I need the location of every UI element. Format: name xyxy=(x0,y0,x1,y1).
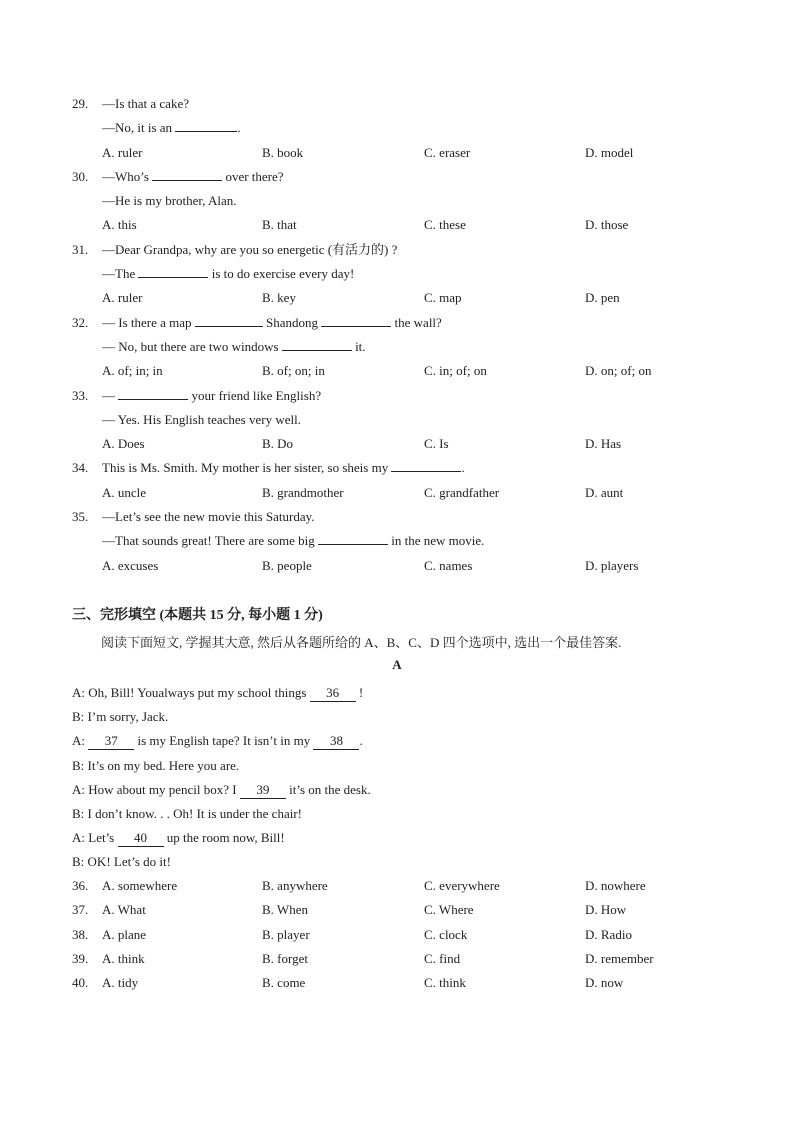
cloze-options xyxy=(72,874,732,995)
speaker-label: B: xyxy=(72,805,85,821)
option-c: C. these xyxy=(424,217,466,233)
options-row xyxy=(72,481,732,505)
numbered-blank: 36 xyxy=(310,685,356,702)
option-b: B. key xyxy=(262,290,296,306)
option-a: A. this xyxy=(102,217,137,233)
option-d: D. pen xyxy=(585,290,620,306)
options-row xyxy=(72,213,732,237)
answer-blank xyxy=(138,263,208,278)
cloze-option-row xyxy=(72,947,732,971)
question-stem-end: . xyxy=(237,120,241,136)
question-stem-end: your friend like English? xyxy=(188,387,322,403)
option-c: C. Is xyxy=(424,436,449,452)
option-c: C. in; of; on xyxy=(424,363,487,379)
option-b: B. that xyxy=(262,217,297,233)
question-stem-end: is to do exercise every day! xyxy=(208,266,355,282)
passage-label: A xyxy=(392,657,402,672)
option-c: C. everywhere xyxy=(424,878,500,893)
question-number: 39. xyxy=(72,950,89,966)
options-row xyxy=(72,554,732,578)
dialogue-text: ! xyxy=(355,685,364,700)
question-stem: — No, but there are two windows xyxy=(102,338,279,354)
option-d: D. players xyxy=(585,557,639,573)
dialogue-text: up the room now, Bill! xyxy=(163,830,285,846)
question-line xyxy=(72,262,732,286)
question-number: 29. xyxy=(72,96,89,111)
dialogue-text: . xyxy=(359,733,363,749)
question-stem: —Let’s see the new movie this Saturday. xyxy=(102,509,315,525)
question-number: 33. xyxy=(72,387,89,403)
options-row xyxy=(72,141,732,165)
question-line xyxy=(72,92,732,116)
section-instruction: 阅读下面短文, 学握其大意, 然后从各题所给的 A、B、C、D 四个选项中, 选出一个最佳答案. xyxy=(101,635,622,650)
question-text xyxy=(102,529,484,553)
cloze-option-row xyxy=(72,971,732,995)
question-number: 32. xyxy=(72,314,89,330)
dialogue-line xyxy=(72,826,732,850)
question-number: 35. xyxy=(72,509,89,525)
dialogue-text: Let’s xyxy=(88,830,118,846)
dialogue-line xyxy=(72,754,732,778)
question-stem-end: the wall? xyxy=(391,314,442,330)
question-line xyxy=(72,408,732,432)
question-text xyxy=(102,238,397,262)
option-c: C. map xyxy=(424,290,462,306)
question-text xyxy=(102,189,237,213)
question-number: 34. xyxy=(72,460,89,476)
numbered-blank: 40 xyxy=(118,830,164,847)
question-stem-end: over there? xyxy=(222,168,284,184)
option-a: A. tidy xyxy=(102,975,139,991)
question-line xyxy=(72,505,732,529)
option-a: A. excuses xyxy=(102,557,159,573)
option-d: D. model xyxy=(585,144,634,160)
option-c: C. grandfather xyxy=(424,484,500,500)
option-b: B. grandmother xyxy=(262,484,344,500)
question-text xyxy=(102,165,284,189)
options-row xyxy=(72,359,732,383)
question-stem: — Yes. His English teaches very well. xyxy=(102,411,301,427)
answer-blank xyxy=(318,530,388,545)
question-line xyxy=(72,238,732,262)
options-row xyxy=(72,432,732,456)
question-stem: — xyxy=(102,387,115,403)
question-line xyxy=(72,311,732,335)
option-b: B. Do xyxy=(262,436,294,452)
option-b: B. people xyxy=(262,557,312,573)
option-b: B. forget xyxy=(262,950,308,966)
dialogue-text: it’s on the desk. xyxy=(285,781,371,797)
numbered-blank: 38 xyxy=(313,733,359,750)
question-line xyxy=(72,335,732,359)
cloze-option-row xyxy=(72,898,732,922)
option-a: A. What xyxy=(102,902,146,918)
answer-blank xyxy=(321,312,391,327)
question-stem: —The xyxy=(102,266,136,282)
dialogue-text: I’m sorry, Jack. xyxy=(87,709,169,725)
option-d: D. nowhere xyxy=(585,878,646,893)
question-line xyxy=(72,116,732,140)
question-stem: —That sounds great! There are some big xyxy=(102,533,315,549)
question-text xyxy=(102,456,465,480)
speaker-label: B: xyxy=(72,757,85,773)
multiple-choice-section xyxy=(72,92,732,578)
question-text xyxy=(102,262,354,286)
question-line xyxy=(72,456,732,480)
question-number: 31. xyxy=(72,241,89,257)
question-stem-end: Shandong xyxy=(262,314,322,330)
question-number: 38. xyxy=(72,926,89,942)
dialogue-text: It’s on my bed. Here you are. xyxy=(87,757,240,773)
option-d: D. now xyxy=(585,975,624,991)
option-c: C. eraser xyxy=(424,144,471,160)
question-text xyxy=(102,505,315,529)
dialogue-text: Oh, Bill! Youalways put my school things xyxy=(88,685,310,700)
question-line xyxy=(72,165,732,189)
question-stem-end: it. xyxy=(351,338,366,354)
option-b: B. book xyxy=(262,144,304,160)
options-row xyxy=(72,286,732,310)
question-stem: —He is my brother, Alan. xyxy=(102,193,237,209)
option-a: A. plane xyxy=(102,926,147,942)
question-stem: —Who’s xyxy=(102,168,149,184)
question-stem: —Is that a cake? xyxy=(102,96,189,111)
option-d: D. aunt xyxy=(585,484,624,500)
option-d: D. remember xyxy=(585,950,654,966)
speaker-label: B: xyxy=(72,709,85,725)
speaker-label: A: xyxy=(72,830,85,846)
speaker-label: A: xyxy=(72,733,85,749)
question-number: 36. xyxy=(72,878,89,893)
option-a: A. somewhere xyxy=(102,878,178,893)
question-number: 30. xyxy=(72,168,89,184)
answer-blank xyxy=(118,385,188,400)
cloze-option-row xyxy=(72,874,732,898)
option-c: C. find xyxy=(424,950,461,966)
option-d: D. Radio xyxy=(585,926,632,942)
option-a: A. think xyxy=(102,950,145,966)
speaker-label: B: xyxy=(72,854,85,870)
speaker-label: A: xyxy=(72,685,85,700)
option-d: D. those xyxy=(585,217,629,233)
dialogue-text: How about my pencil box? I xyxy=(88,781,240,797)
dialogue-line xyxy=(72,802,732,826)
option-b: B. player xyxy=(262,926,310,942)
question-text xyxy=(102,384,321,408)
numbered-blank: 39 xyxy=(240,782,286,799)
dialogue-line xyxy=(72,681,732,705)
answer-blank xyxy=(282,336,352,351)
option-a: A. ruler xyxy=(102,290,143,306)
question-text xyxy=(102,92,189,116)
question-line xyxy=(72,529,732,553)
option-c: C. Where xyxy=(424,902,474,918)
section-title: 三、完形填空 (本题共 15 分, 每小题 1 分) xyxy=(72,608,323,623)
option-c: C. think xyxy=(424,975,466,991)
question-stem: — Is there a map xyxy=(102,314,192,330)
numbered-blank: 37 xyxy=(88,733,134,750)
option-b: B. anywhere xyxy=(262,878,328,893)
option-a: A. Does xyxy=(102,436,145,452)
question-text xyxy=(102,408,301,432)
dialogue-text: OK! Let’s do it! xyxy=(87,854,171,870)
question-text xyxy=(102,116,241,140)
option-a: A. ruler xyxy=(102,144,143,160)
question-number: 37. xyxy=(72,902,89,918)
question-line xyxy=(72,384,732,408)
dialogue-text: is my English tape? It isn’t in my xyxy=(134,733,314,749)
dialogue-text: I don’t know. . . Oh! It is under the chair! xyxy=(87,805,302,821)
option-a: A. of; in; in xyxy=(102,363,163,379)
option-c: C. names xyxy=(424,557,473,573)
question-stem-end: . xyxy=(461,460,465,476)
answer-blank xyxy=(391,457,461,472)
option-d: D. Has xyxy=(585,436,622,452)
answer-blank xyxy=(175,117,237,132)
question-stem: This is Ms. Smith. My mother is her sister, so sheis my xyxy=(102,460,389,476)
dialogue-line xyxy=(72,729,732,753)
cloze-option-row xyxy=(72,923,732,947)
option-d: D. on; of; on xyxy=(585,363,652,379)
option-a: A. uncle xyxy=(102,484,147,500)
question-line xyxy=(72,189,732,213)
answer-blank xyxy=(195,312,263,327)
question-stem-end: in the new movie. xyxy=(388,533,485,549)
question-number: 40. xyxy=(72,975,89,991)
option-b: B. of; on; in xyxy=(262,363,325,379)
question-stem: —Dear Grandpa, why are you so energetic (有活力的) ? xyxy=(102,241,398,257)
option-b: B. When xyxy=(262,902,308,918)
option-d: D. How xyxy=(585,902,627,918)
cloze-passage xyxy=(72,681,732,875)
answer-blank xyxy=(152,166,222,181)
option-c: C. clock xyxy=(424,926,468,942)
dialogue-line xyxy=(72,850,732,874)
dialogue-line xyxy=(72,705,732,729)
question-text xyxy=(102,311,442,335)
option-b: B. come xyxy=(262,975,306,991)
dialogue-line xyxy=(72,778,732,802)
question-text xyxy=(102,335,366,359)
question-stem: —No, it is an xyxy=(102,120,173,136)
speaker-label: A: xyxy=(72,781,85,797)
